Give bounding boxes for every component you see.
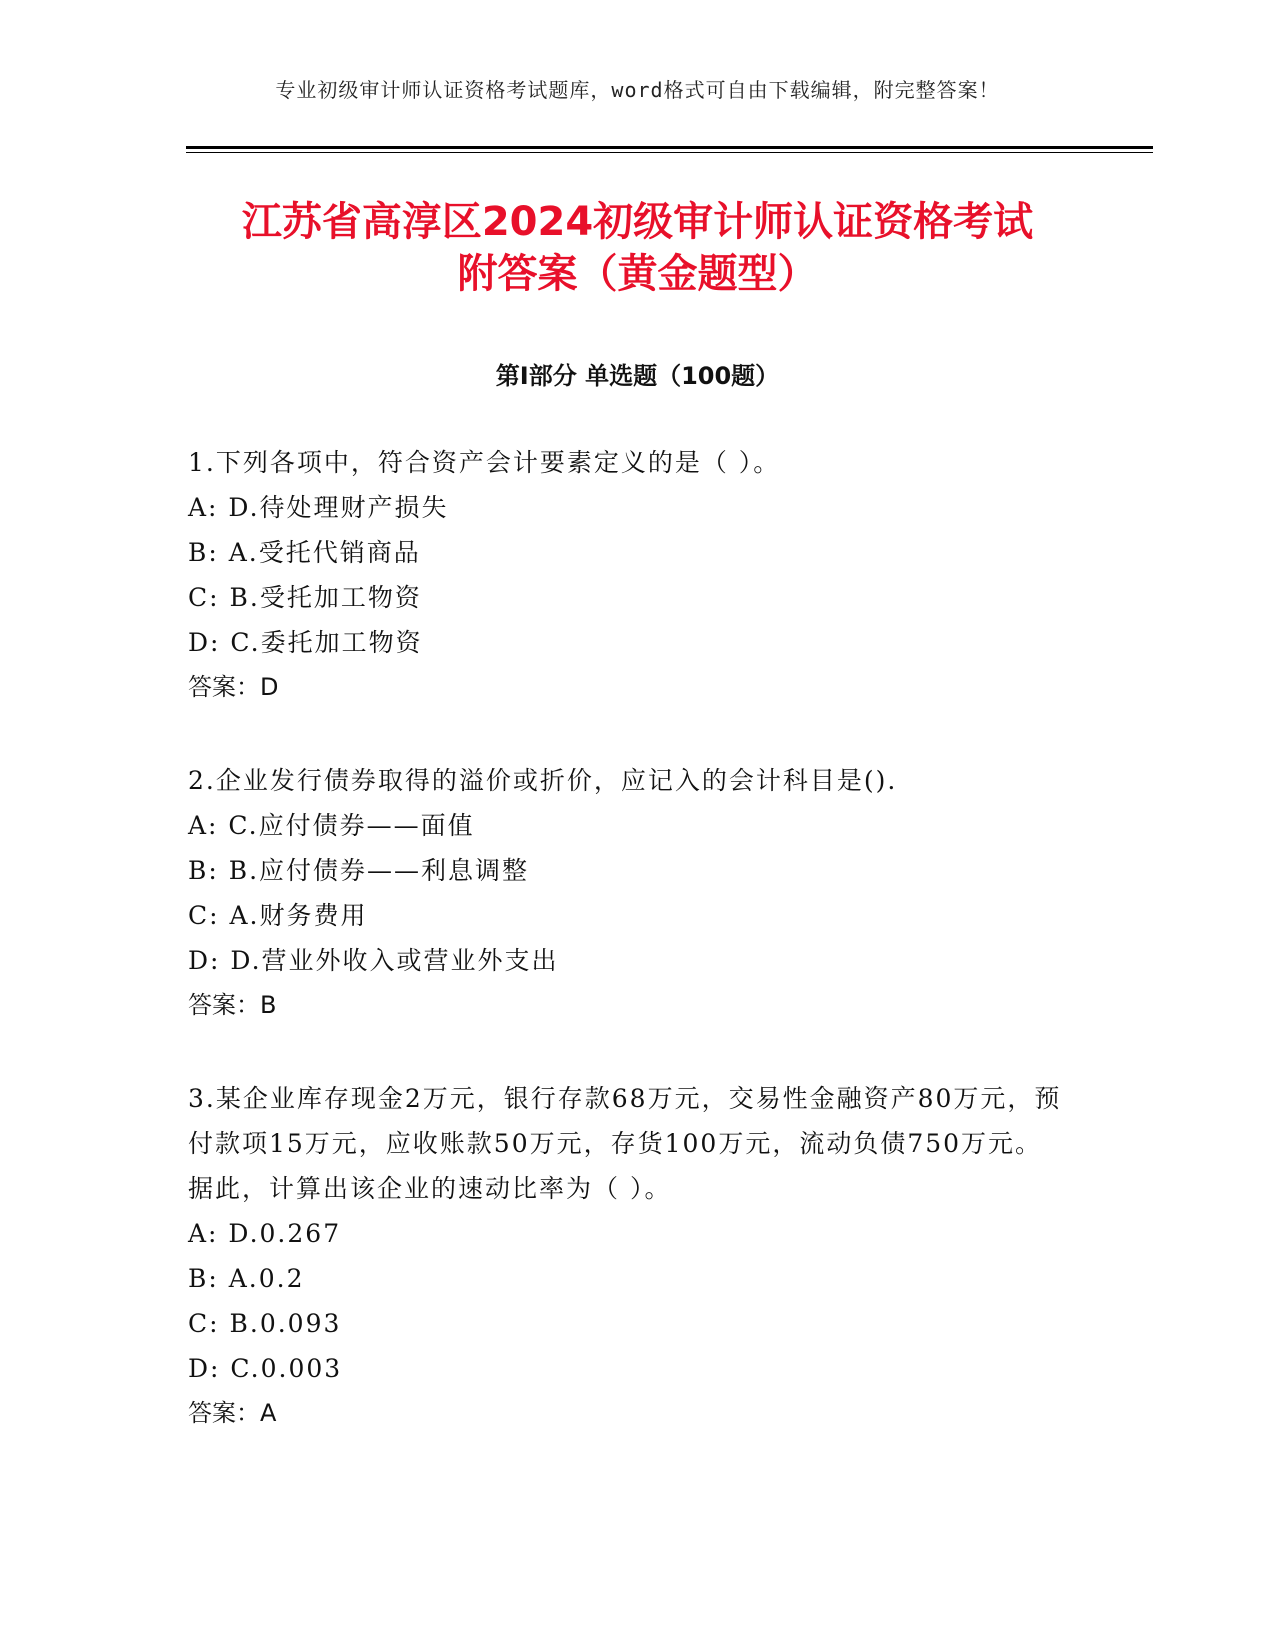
question-2 (188, 758, 1068, 1028)
option-d: D: D.营业外收入或营业外支出 (188, 946, 559, 975)
option-a: A: D.0.267 (188, 1219, 342, 1248)
option-c: C: B.0.093 (188, 1309, 342, 1338)
header-rule-thick (186, 146, 1153, 149)
option-c: C: B.受托加工物资 (188, 583, 422, 612)
question-3 (188, 1076, 1068, 1436)
document-title-line-1: 江苏省高淳区2024初级审计师认证资格考试 (241, 199, 1034, 245)
section-title: 第Ⅰ部分 单选题（100题） (495, 362, 780, 390)
document-title (0, 196, 1275, 300)
option-b: B: B.应付债券——利息调整 (188, 856, 530, 885)
option-b: B: A.受托代销商品 (188, 538, 421, 567)
answer-text: 答案：A (188, 1399, 277, 1427)
document-title-line-2: 附答案（黄金题型） (457, 251, 818, 297)
page-header: 专业初级审计师认证资格考试题库，word格式可自由下载编辑，附完整答案！ (275, 78, 1000, 102)
option-b: B: A.0.2 (188, 1264, 305, 1293)
question-list (188, 440, 1068, 1484)
option-d: D: C.0.003 (188, 1354, 343, 1383)
header-rule-thin (186, 152, 1153, 153)
question-stem: 2.企业发行债券取得的溢价或折价，应记入的会计科目是(). (188, 766, 898, 795)
option-c: C: A.财务费用 (188, 901, 368, 930)
option-a: A: D.待处理财产损失 (188, 493, 449, 522)
question-stem: 1.下列各项中，符合资产会计要素定义的是（ ）。 (188, 448, 781, 477)
answer-text: 答案：D (188, 673, 279, 701)
option-a: A: C.应付债券——面值 (188, 811, 475, 840)
question-stem: 3.某企业库存现金2万元，银行存款68万元，交易性金融资产80万元，预付款项15万元，应收账款50万元，存货100万元，流动负债750万元。据此，计算出该企业的速动比率为（ ）。 (188, 1084, 1062, 1203)
question-1 (188, 440, 1068, 710)
answer-text: 答案：B (188, 991, 277, 1019)
option-d: D: C.委托加工物资 (188, 628, 423, 657)
